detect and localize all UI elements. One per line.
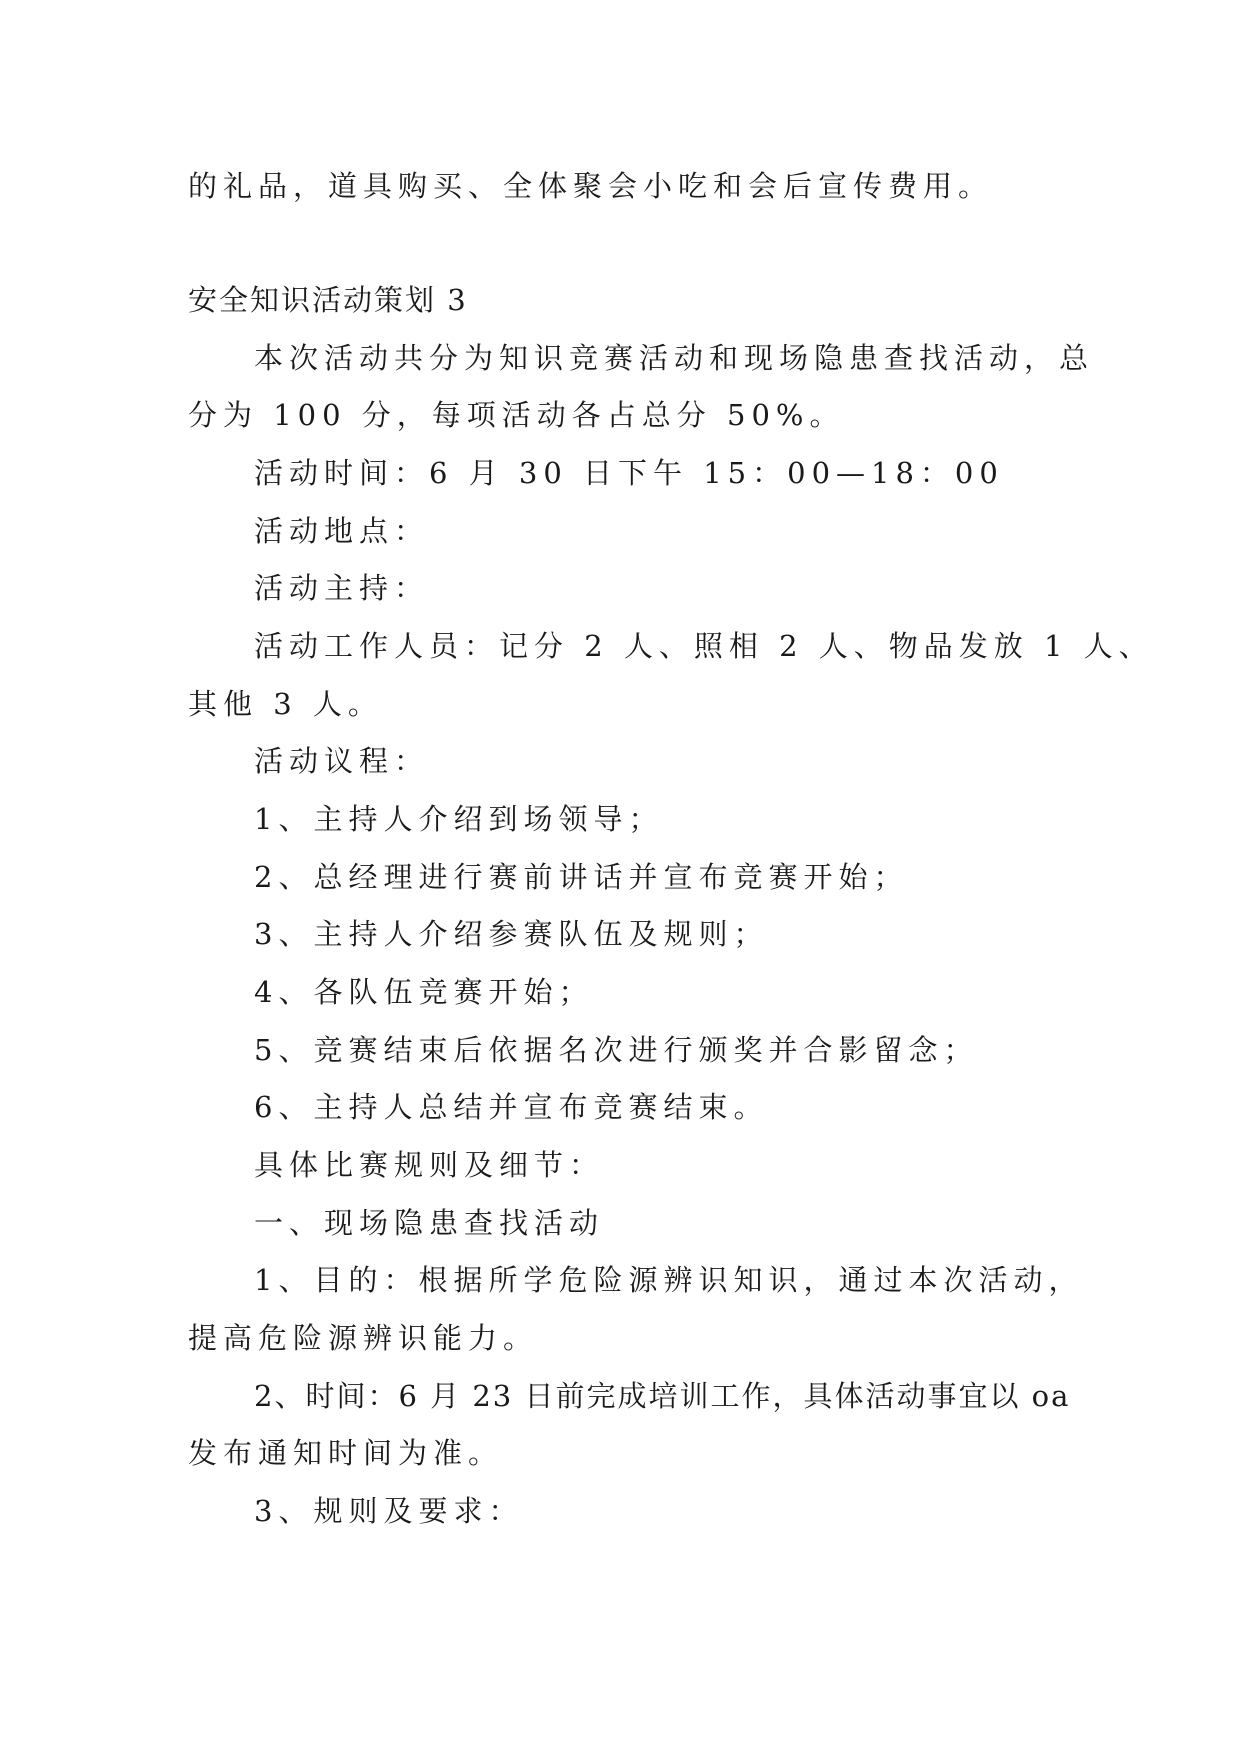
schedule-line: 发布通知时间为准。: [188, 1436, 504, 1470]
activity-time: 活动时间：6 月 30 日下午 15：00—18：00: [254, 456, 1004, 490]
agenda-item: 3、主持人介绍参赛队伍及规则；: [254, 917, 769, 951]
agenda-item: 6、主持人总结并宣布竞赛结束。: [254, 1090, 769, 1124]
section-title: 安全知识活动策划 3: [188, 283, 468, 317]
agenda-item: 2、总经理进行赛前讲话并宣布竞赛开始；: [254, 860, 909, 894]
requirements-title: 3、规则及要求：: [254, 1494, 524, 1528]
agenda-item: 5、竞赛结束后依据名次进行颁奖并合影留念；: [254, 1033, 979, 1067]
purpose-line: 提高危险源辨识能力。: [188, 1321, 539, 1355]
agenda-item: 1、主持人介绍到场领导；: [254, 802, 664, 836]
paragraph-line: 分为 100 分，每项活动各占总分 50%。: [188, 398, 845, 432]
staff-line: 活动工作人员：记分 2 人、照相 2 人、物品发放 1 人、: [254, 629, 1154, 663]
schedule-line: 2、时间：6 月 23 日前完成培训工作，具体活动事宜以 oa: [254, 1379, 1071, 1413]
paragraph-line: 本次活动共分为知识竞赛活动和现场隐患查找活动，总: [254, 341, 1095, 375]
purpose-line: 1、目的：根据所学危险源辨识知识，通过本次活动，: [254, 1263, 1084, 1297]
agenda-item: 4、各队伍竞赛开始；: [254, 975, 594, 1009]
staff-line: 其他 3 人。: [188, 687, 383, 721]
rules-title: 具体比赛规则及细节：: [254, 1148, 605, 1182]
intro-line: 的礼品，道具购买、全体聚会小吃和会后宣传费用。: [188, 169, 994, 203]
activity-host: 活动主持：: [254, 571, 430, 605]
activity-location: 活动地点：: [254, 514, 430, 548]
part-one-title: 一、现场隐患查找活动: [254, 1206, 605, 1240]
agenda-title: 活动议程：: [254, 744, 430, 778]
